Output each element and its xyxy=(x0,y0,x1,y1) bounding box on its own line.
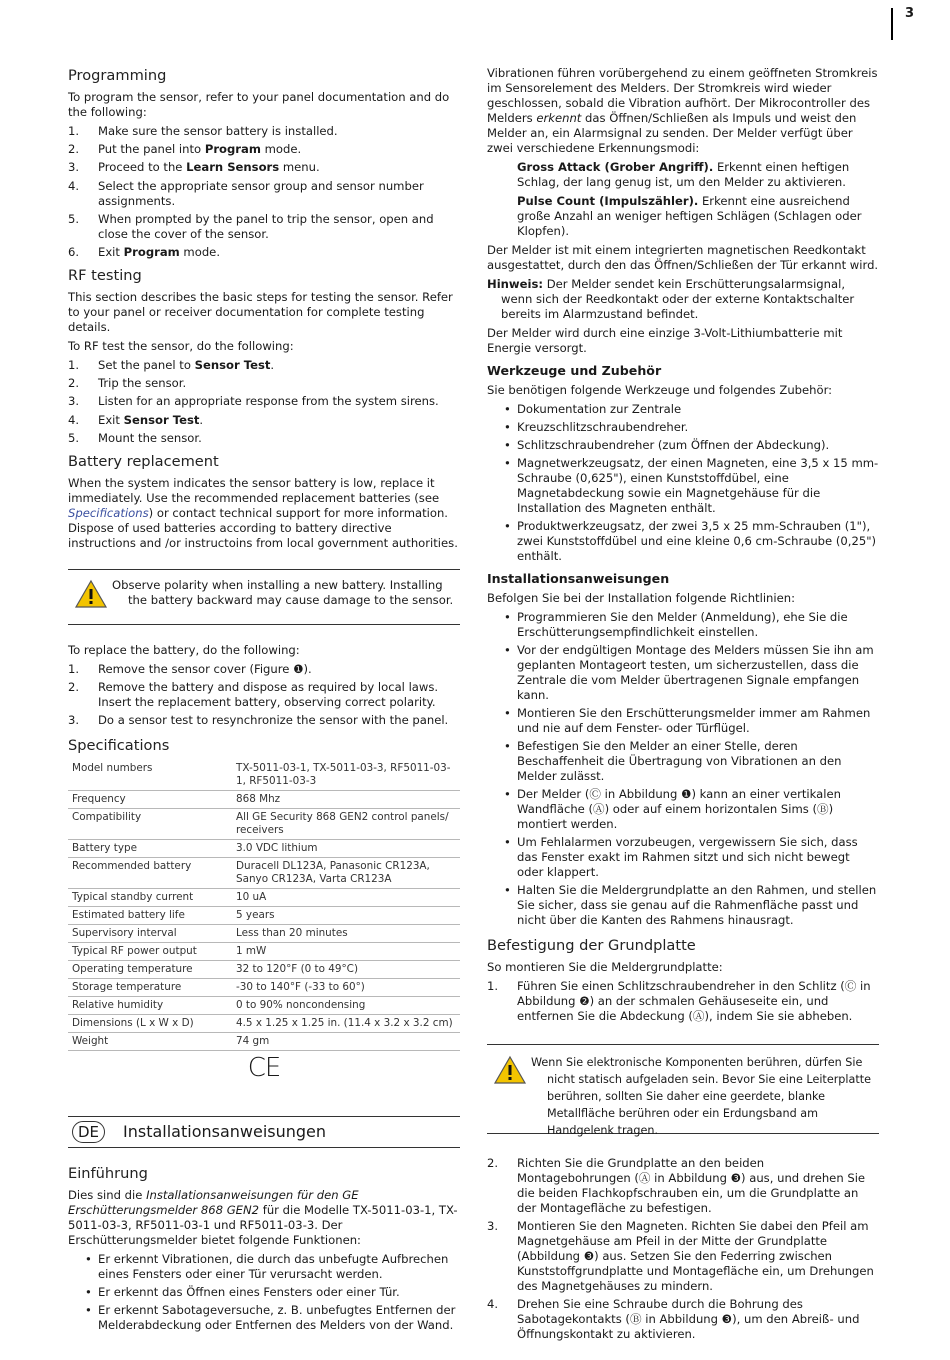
page-number-rule xyxy=(891,8,893,40)
einfuehrung-bullets xyxy=(68,1252,460,1333)
step-number: 2. xyxy=(68,142,80,157)
intro-text: für die Modelle TX-5011-03-1, TX-5011-03-3, RF5011-03-1 und RF5011-03-3. Der Erschütterungsmelder bietet folgende Funktionen: xyxy=(68,1203,458,1248)
list-item: • Halten Sie die Meldergrundplatte an den Rahmen, und stellen Sie sicher, dass sie genau auf die Rahmenfläche passt und nicht über die Kanten des Rahmens hinausragt. xyxy=(487,883,879,928)
spec-value: 1 mW xyxy=(232,943,460,961)
static-warning xyxy=(487,1044,879,1137)
programming-heading: Programming xyxy=(68,67,167,84)
body-text: Vibrationen führen vorübergehend zu einem geöffneten Stromkreis im Sensorelement des Melders. Der Stromkreis wird wieder geschlossen, sobald die Vibration aufhört. Der Mikrocontroller des Melders xyxy=(487,66,878,125)
programming-steps xyxy=(68,124,460,260)
list-item xyxy=(68,124,460,139)
spec-label: Operating temperature xyxy=(68,961,232,979)
list-item xyxy=(487,1156,879,1216)
step-text: . xyxy=(270,357,275,372)
german-section-header xyxy=(68,1116,460,1148)
note-text: Der Melder sendet kein Erschütterungsalarmsignal, wenn sich der Reedkontakt oder der externe Kontaktschalter bereits im Alarmzustand befindet. xyxy=(501,277,855,321)
body-text: das Öffnen/Schließen als Impuls und weist den Melder an, ein Alarmsignal zu senden. Der Melder verfügt über zwei verschiedene Erkennungsmodi: xyxy=(487,111,857,155)
list-item xyxy=(68,431,460,446)
step-number: 6. xyxy=(68,244,80,259)
battery-text: ) or contact technical support for more information. Dispose of used batteries according to battery directive instructions and /or instructoins from local government authorities. xyxy=(68,505,458,550)
step-text: Listen for an appropriate response from the system sirens. xyxy=(98,394,439,409)
list-item: • Er erkennt Sabotageversuche, z. B. unbefugtes Entfernen der Melderabdeckung oder Entfernen des Melders von der Wand. xyxy=(68,1303,460,1333)
list-item: • Um Fehlalarmen vorzubeugen, vergewissern Sie sich, dass das Fenster exakt im Rahmen sitzt und sich nicht bewegt oder klappert. xyxy=(487,835,879,880)
battery-steps xyxy=(68,662,460,728)
step-bold: Sensor Test xyxy=(194,357,271,372)
step-number: 4. xyxy=(68,412,80,427)
spec-value: 74 gm xyxy=(232,1033,460,1051)
list-item: • Produktwerkzeugsatz, der zwei 3,5 x 25 mm-Schrauben (1"), zwei Kunststoffdübel und eine kleine 0,6 cm-Schraube (0,25") enthält. xyxy=(487,519,879,564)
spec-value: 10 uA xyxy=(232,889,460,907)
list-item: • Magnetwerkzeugsatz, der einen Magneten, eine 3,5 x 15 mm-Schraube (0,625"), einen Kunststoffdübel, eine Magnetabdeckung sowie ein Magnetgehäuse für die Installation des Magneten enthält. xyxy=(487,456,879,516)
table-row xyxy=(68,760,460,791)
battery-info-text: Der Melder wird durch eine einzige 3-Volt-Lithiumbatterie mit Energie versorgt. xyxy=(487,326,843,355)
base-plate-step1 xyxy=(487,979,879,1024)
step-text: mode. xyxy=(260,142,302,157)
spec-value: 0 to 90% noncondensing xyxy=(232,997,460,1015)
list-item: • Er erkennt das Öffnen eines Fensters oder einer Tür. xyxy=(68,1285,460,1300)
spec-label: Estimated battery life xyxy=(68,907,232,925)
list-item: • Befestigen Sie den Melder an einer Stelle, deren Beschaffenheit die Übertragung von Vibrationen an den Melder zulässt. xyxy=(487,739,879,784)
warning-body: Observe polarity when installing a new battery. Installing the battery backward may cause damage to the sensor. xyxy=(112,577,454,607)
warning-icon xyxy=(74,579,108,609)
spec-label: Dimensions (L x W x D) xyxy=(68,1015,232,1033)
mode-gross-attack xyxy=(487,160,879,190)
german-section-title: Installationsanweisungen xyxy=(123,1122,327,1142)
step-bold: Learn Sensors xyxy=(186,160,280,175)
note-label: Hinweis: xyxy=(487,277,544,291)
rf-testing-heading: RF testing xyxy=(68,266,142,284)
spec-label: Supervisory interval xyxy=(68,925,232,943)
list-item xyxy=(487,1219,879,1294)
step-text: Make sure the sensor battery is installed. xyxy=(98,124,338,138)
table-row xyxy=(68,1015,460,1033)
step-number: 2. xyxy=(68,376,80,391)
step-text: Mount the sensor. xyxy=(98,430,202,445)
list-item: • Montieren Sie den Erschütterungsmelder immer am Rahmen und nie auf dem Fenster- oder Türflügel. xyxy=(487,706,879,736)
step-number: 3. xyxy=(487,1219,499,1234)
step-number: 2. xyxy=(487,1156,499,1170)
warning-body: Wenn Sie elektronische Komponenten berühren, dürfen Sie nicht statisch aufgeladen sein. Bevor Sie eine Leiterplatte berühren, sollten Sie daher eine geerdete, blanke Metallfläche berühren oder ein Erdungsband am Handgelenk tragen. xyxy=(531,1056,872,1137)
ce-mark: CE xyxy=(247,1053,281,1084)
spec-value: All GE Security 868 GEN2 control panels/ receivers xyxy=(232,809,460,840)
table-row xyxy=(68,791,460,809)
battery-warning xyxy=(68,569,460,625)
table-row xyxy=(68,997,460,1015)
step-number: 1. xyxy=(68,124,80,138)
spec-value: Duracell DL123A, Panasonic CR123A, Sanyo CR123A, Varta CR123A xyxy=(232,858,460,889)
mode-label: Gross Attack (Grober Angriff). xyxy=(517,160,714,174)
step-text: Do a sensor test to resynchronize the sensor with the panel. xyxy=(98,713,449,728)
note xyxy=(487,277,879,322)
table-row xyxy=(68,925,460,943)
spec-label: Weight xyxy=(68,1033,232,1051)
step-number: 1. xyxy=(68,357,80,372)
battery-intro2: To replace the battery, do the following: xyxy=(68,642,300,657)
list-item: • Dokumentation zur Zentrale xyxy=(487,402,879,417)
spec-value: 868 Mhz xyxy=(232,791,460,809)
install-heading: Installationsanweisungen xyxy=(487,571,670,586)
table-row xyxy=(68,1033,460,1051)
step-text: Select the appropriate sensor group and sensor number assignments. xyxy=(98,178,424,208)
install-intro: Befolgen Sie bei der Installation folgende Richtlinien: xyxy=(487,591,796,605)
step-number: 3. xyxy=(68,160,80,175)
table-row xyxy=(68,858,460,889)
warning-icon xyxy=(493,1055,527,1085)
list-item xyxy=(68,413,460,428)
rf-intro: This section describes the basic steps for testing the sensor. Refer to your panel or receiver documentation for complete testing details. xyxy=(68,289,453,334)
step-number: 4. xyxy=(487,1297,499,1312)
list-item xyxy=(487,979,879,1024)
list-item xyxy=(68,160,460,175)
step-text: Set the panel to xyxy=(98,357,195,372)
spec-label: Model numbers xyxy=(68,760,232,791)
step-text: Richten Sie die Grundplatte an den beiden Montagebohrungen (Ⓐ in Abbildung ❸) aus, und drehen Sie die beiden Flachkopfschrauben ein, um die Grundplatte an der Montagefläche zu befestigen. xyxy=(517,1156,866,1215)
warning-text xyxy=(112,570,460,608)
spec-value: Less than 20 minutes xyxy=(232,925,460,943)
step-text: Trip the sensor. xyxy=(98,376,187,391)
step-text: Exit xyxy=(98,412,124,427)
spec-value: 5 years xyxy=(232,907,460,925)
right-column xyxy=(487,66,879,1346)
specifications-link[interactable]: Specifications xyxy=(68,505,149,520)
battery-heading: Battery replacement xyxy=(68,452,219,470)
list-item: • Schlitzschraubendreher (zum Öffnen der Abdeckung). xyxy=(487,438,879,453)
spec-label: Recommended battery xyxy=(68,858,232,889)
list-item xyxy=(68,142,460,157)
list-item: • Kreuzschlitzschraubendreher. xyxy=(487,420,879,435)
step-text: Remove the sensor cover (Figure ❶). xyxy=(98,661,312,676)
table-row xyxy=(68,809,460,840)
specifications-heading: Specifications xyxy=(68,737,170,755)
list-item: • Er erkennt Vibrationen, die durch das unbefugte Aufbrechen eines Fensters oder einer Tür verursacht werden. xyxy=(68,1252,460,1282)
install-bullets xyxy=(487,610,879,928)
spec-label: Storage temperature xyxy=(68,979,232,997)
step-text: Proceed to the xyxy=(98,160,187,175)
rf-intro2: To RF test the sensor, do the following: xyxy=(68,338,294,353)
spec-label: Relative humidity xyxy=(68,997,232,1015)
body-italic: erkennt xyxy=(536,111,582,125)
tools-intro: Sie benötigen folgende Werkzeuge und folgendes Zubehör: xyxy=(487,383,833,397)
spec-value: TX-5011-03-1, TX-5011-03-3, RF5011-03-1, RF5011-03-3 xyxy=(232,760,460,791)
reed-contact-text: Der Melder ist mit einem integrierten magnetischen Reedkontakt ausgestattet, durch den das Öffnen/Schließen der Tür erkannt wird. xyxy=(487,243,879,272)
step-number: 1. xyxy=(68,661,80,676)
table-row xyxy=(68,979,460,997)
step-number: 3. xyxy=(68,713,80,728)
tools-heading: Werkzeuge und Zubehör xyxy=(487,363,662,378)
spec-value: 3.0 VDC lithium xyxy=(232,840,460,858)
table-row xyxy=(68,889,460,907)
programming-intro: To program the sensor, refer to your panel documentation and do the following: xyxy=(68,90,450,119)
battery-text: When the system indicates the sensor battery is low, replace it immediately. Use the recommended replacement batteries (see xyxy=(68,475,440,505)
intro-italic: Installationsanweisungen für den GE Erschütterungsmelder 868 GEN2 xyxy=(68,1188,359,1218)
list-item xyxy=(68,179,460,209)
list-item xyxy=(68,212,460,242)
spec-value: 4.5 x 1.25 x 1.25 in. (11.4 x 3.2 x 3.2 cm) xyxy=(232,1015,460,1033)
list-item xyxy=(68,662,460,677)
spec-value: 32 to 120°F (0 to 49°C) xyxy=(232,961,460,979)
einfuehrung-text xyxy=(68,1188,460,1248)
table-row xyxy=(68,907,460,925)
step-bold: Sensor Test xyxy=(123,412,200,427)
base-plate-heading: Befestigung der Grundplatte xyxy=(487,937,696,954)
spec-value: -30 to 140°F (-33 to 60°) xyxy=(232,979,460,997)
step-text: Exit xyxy=(98,244,124,259)
list-item xyxy=(68,376,460,391)
left-column xyxy=(68,66,460,1337)
step-bold: Program xyxy=(123,244,180,259)
step-text: When prompted by the panel to trip the sensor, open and close the cover of the sensor. xyxy=(98,211,434,241)
mode-label: Pulse Count (Impulszähler). xyxy=(517,194,699,208)
spec-label: Battery type xyxy=(68,840,232,858)
language-badge: DE xyxy=(72,1121,105,1143)
step-text: mode. xyxy=(179,244,220,259)
step-number: 3. xyxy=(68,394,80,409)
list-item xyxy=(68,245,460,260)
list-item: • Programmieren Sie den Melder (Anmeldung), ehe Sie die Erschütterungsempfindlichkeit einstellen. xyxy=(487,610,879,640)
step-number: 5. xyxy=(68,430,80,445)
mode-pulse-count xyxy=(487,194,879,239)
step-text: . xyxy=(199,412,204,427)
warning-text xyxy=(531,1045,879,1139)
list-item xyxy=(68,680,460,710)
tools-bullets xyxy=(487,402,879,564)
step-text: Put the panel into xyxy=(98,142,205,157)
step-number: 5. xyxy=(68,211,80,226)
step-bold: Program xyxy=(204,142,261,157)
vibration-text xyxy=(487,66,879,156)
base-plate-intro: So montieren Sie die Meldergrundplatte: xyxy=(487,960,723,974)
specifications-table xyxy=(68,760,460,1051)
table-row xyxy=(68,840,460,858)
spec-label: Compatibility xyxy=(68,809,232,840)
step-number: 1. xyxy=(487,979,499,993)
list-item: • Vor der endgültigen Montage des Melders müssen Sie ihn am geplanten Montageort testen, um sicherzustellen, dass die Zentrale die vom Melder übertragenen Signale empfangen kann. xyxy=(487,643,879,703)
step-text: menu. xyxy=(279,160,320,175)
mode-text: Erkennt eine ausreichend große Anzahl an weniger heftigen Schlägen (Schlagen oder Klopfen). xyxy=(517,194,862,238)
list-item xyxy=(487,1297,879,1342)
einfuehrung-heading: Einführung xyxy=(68,1165,148,1183)
battery-intro xyxy=(68,476,460,551)
page-number: 3 xyxy=(905,6,915,21)
list-item xyxy=(68,358,460,373)
spec-label: Typical standby current xyxy=(68,889,232,907)
mode-text: Erkennt einen heftigen Schlag, der lang genug ist, um den Melder zu aktivieren. xyxy=(517,160,850,189)
intro-text: Dies sind die xyxy=(68,1188,147,1203)
step-text: Drehen Sie eine Schraube durch die Bohrung des Sabotagekontakts (Ⓑ in Abbildung ❸), um den Abreiß- und Öffnungskontakt zu aktivieren. xyxy=(517,1297,860,1342)
rf-steps xyxy=(68,358,460,446)
list-item xyxy=(68,394,460,409)
step-text: Führen Sie einen Schlitzschraubendreher in den Schlitz (Ⓒ in Abbildung ❷) an der schmalen Gehäuseseite ein, und entfernen Sie die Abdeckung (Ⓐ), indem Sie sie abheben. xyxy=(517,979,871,1023)
spec-label: Typical RF power output xyxy=(68,943,232,961)
step-number: 2. xyxy=(68,679,80,694)
spec-label: Frequency xyxy=(68,791,232,809)
list-item: • Der Melder (Ⓒ in Abbildung ❶) kann an einer vertikalen Wandfläche (Ⓐ) oder auf einem horizontalen Sims (Ⓑ) montiert werden. xyxy=(487,787,879,832)
list-item xyxy=(68,713,460,728)
table-row xyxy=(68,961,460,979)
table-row xyxy=(68,943,460,961)
step-text: Montieren Sie den Magneten. Richten Sie dabei den Pfeil am Magnetgehäuse am Pfeil in der Mitte der Grundplatte (Abbildung ❸) aus. Setzen Sie den Federring zwischen Kunststoffgrundplatte und Montagefläche ein, um Drehungen des Magnetgehäuses zu mindern. xyxy=(517,1219,874,1294)
step-text: Remove the battery and dispose as required by local laws. Insert the replacement battery, observing correct polarity. xyxy=(98,679,439,709)
base-plate-steps xyxy=(487,1156,879,1342)
step-number: 4. xyxy=(68,178,80,193)
